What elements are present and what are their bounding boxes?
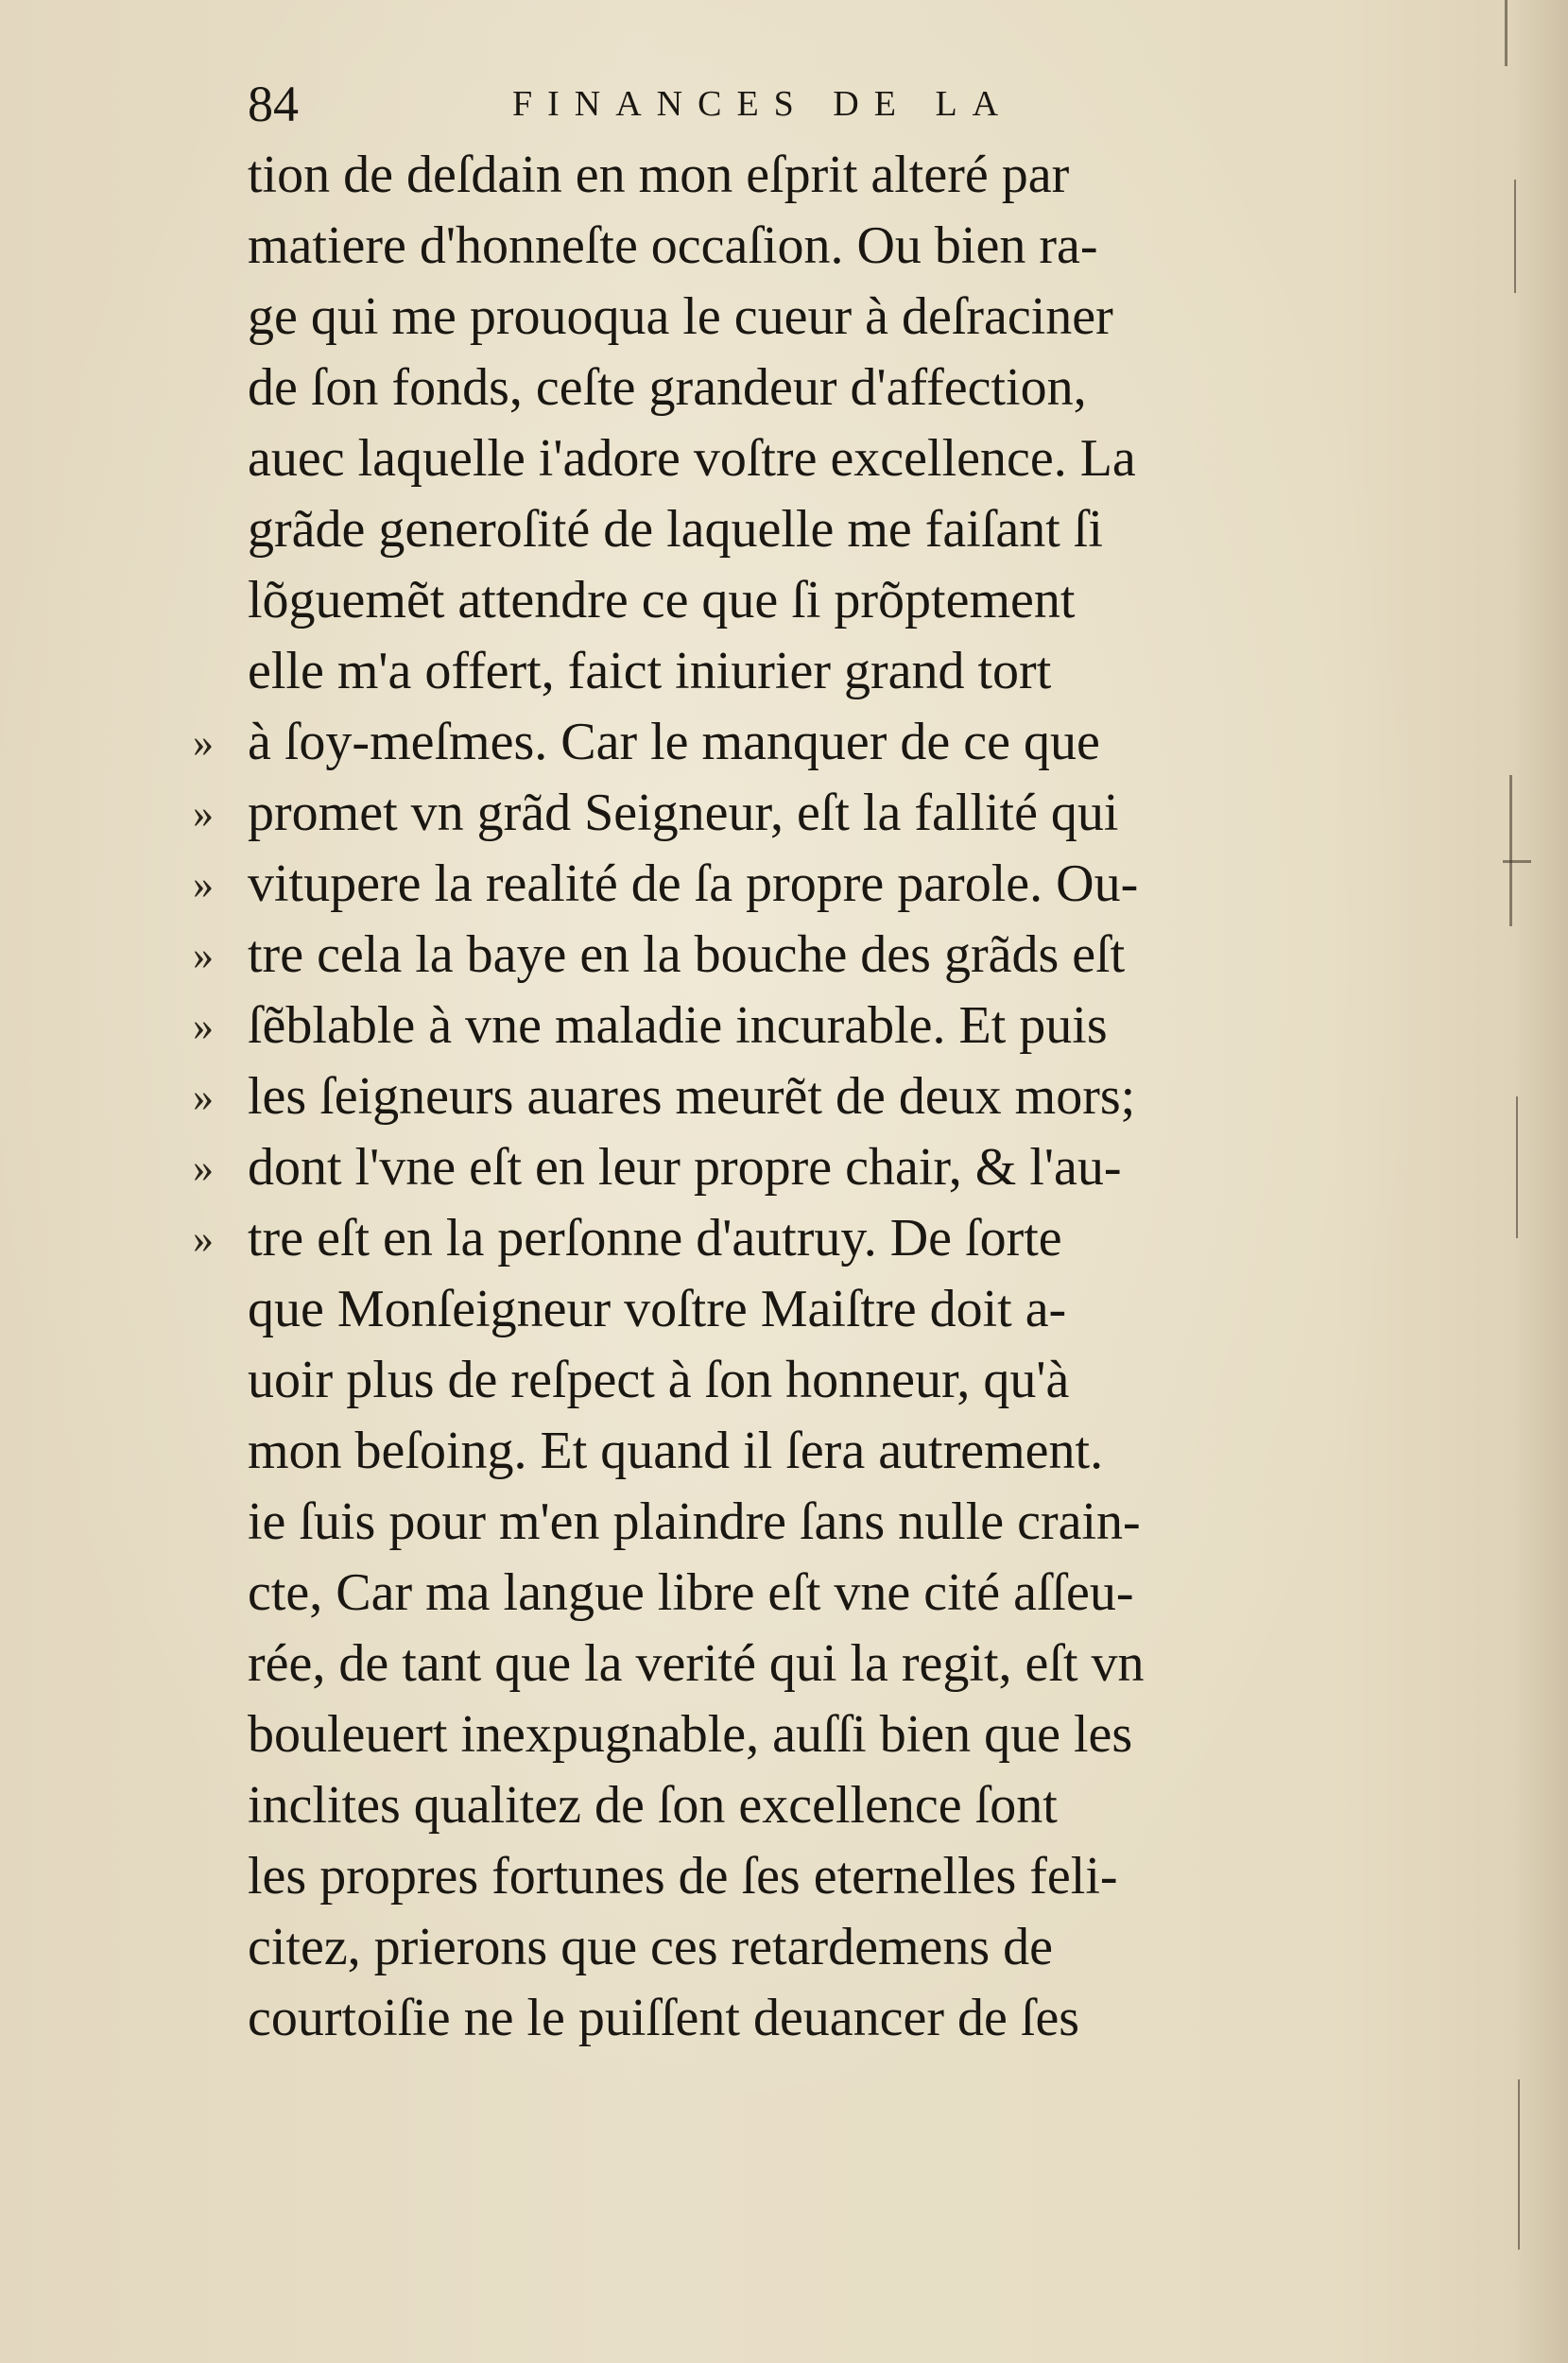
text-line-content: tre cela la baye en la bouche des grãds eſt bbox=[248, 925, 1126, 984]
text-line-quoted bbox=[193, 1132, 1363, 1203]
text-line-content: rée, de tant que la verité qui la regit, eſt vn bbox=[248, 1634, 1145, 1693]
text-line-content: uoir plus de reſpect à ſon honneur, qu'à bbox=[248, 1351, 1070, 1409]
running-head: FINANCES DE LA bbox=[512, 84, 1014, 124]
text-line-content: citez, prierons que ces retardemens de bbox=[248, 1918, 1054, 1976]
text-line bbox=[248, 1487, 1363, 1558]
text-line-content: les ſeigneurs auares meurẽt de deux mors; bbox=[248, 1067, 1136, 1126]
text-line bbox=[248, 1983, 1363, 2054]
page-header bbox=[248, 66, 1325, 142]
text-line-content: lõguemẽt attendre ce que ſi prõptement bbox=[248, 571, 1076, 630]
text-line bbox=[248, 1770, 1363, 1841]
text-line bbox=[248, 1345, 1363, 1416]
quote-marker: » bbox=[193, 790, 214, 837]
quote-marker: » bbox=[193, 1145, 214, 1191]
text-line-quoted bbox=[193, 849, 1363, 920]
text-line bbox=[248, 423, 1363, 494]
text-line-content: courtoiſie ne le puiſſent deuancer de ſes bbox=[248, 1989, 1080, 2047]
page-edge-mark bbox=[1516, 1096, 1518, 1238]
text-line bbox=[248, 1558, 1363, 1629]
text-line-content: promet vn grãd Seigneur, eſt la fallité qui bbox=[248, 784, 1119, 842]
text-line bbox=[248, 282, 1363, 353]
page-edge-mark bbox=[1503, 860, 1531, 863]
text-line-content: que Monſeigneur voſtre Maiſtre doit a- bbox=[248, 1280, 1067, 1338]
text-line-content: à ſoy-meſmes. Car le manquer de ce que bbox=[248, 713, 1100, 771]
page-number: 84 bbox=[248, 76, 299, 132]
text-line-content: ie ſuis pour m'en plaindre ſans nulle crain- bbox=[248, 1492, 1141, 1551]
page-edge-mark bbox=[1509, 775, 1512, 926]
text-line bbox=[248, 1841, 1363, 1912]
text-line bbox=[248, 1629, 1363, 1699]
text-line-content: vitupere la realité de ſa propre parole. Ou- bbox=[248, 854, 1139, 913]
quote-marker: » bbox=[193, 1003, 214, 1049]
text-line-content: auec laquelle i'adore voſtre excellence. La bbox=[248, 429, 1136, 488]
text-line-content: tre eſt en la perſonne d'autruy. De ſorte bbox=[248, 1209, 1062, 1268]
text-line-quoted bbox=[193, 707, 1363, 778]
text-line-content: inclites qualitez de ſon excellence ſont bbox=[248, 1776, 1058, 1835]
text-line-quoted bbox=[193, 920, 1363, 991]
page-edge-shadow bbox=[1511, 0, 1568, 2363]
text-line-content: dont l'vne eſt en leur propre chair, & l'au- bbox=[248, 1138, 1122, 1197]
text-line bbox=[248, 1912, 1363, 1983]
quote-marker: » bbox=[193, 719, 214, 766]
text-line bbox=[248, 636, 1363, 707]
body-text bbox=[193, 140, 1363, 2054]
text-line-quoted bbox=[193, 1203, 1363, 1274]
text-line-content: matiere d'honneſte occaſion. Ou bien ra- bbox=[248, 216, 1098, 275]
text-line-content: mon beſoing. Et quand il ſera autrement. bbox=[248, 1422, 1104, 1480]
quote-marker: » bbox=[193, 861, 214, 907]
text-line-content: ge qui me prouoqua le cueur à deſraciner bbox=[248, 287, 1113, 346]
quote-marker: » bbox=[193, 932, 214, 978]
text-line-content: cte, Car ma langue libre eſt vne cité aſſeu- bbox=[248, 1563, 1134, 1622]
text-line-content: bouleuert inexpugnable, auſſi bien que les bbox=[248, 1705, 1133, 1764]
text-line-quoted bbox=[193, 991, 1363, 1061]
page-edge-mark bbox=[1505, 0, 1508, 66]
text-line bbox=[248, 494, 1363, 565]
text-line-quoted bbox=[193, 1061, 1363, 1132]
text-line bbox=[248, 140, 1363, 211]
text-line-content: de ſon fonds, ceſte grandeur d'affection, bbox=[248, 358, 1087, 417]
quote-marker: » bbox=[193, 1074, 214, 1120]
text-line-content: ſẽblable à vne maladie incurable. Et puis bbox=[248, 996, 1108, 1055]
text-line-content: grãde generoſité de laquelle me faiſant ſi bbox=[248, 500, 1103, 559]
text-line-content: tion de deſdain en mon eſprit alteré par bbox=[248, 146, 1070, 204]
page-edge-mark bbox=[1514, 180, 1516, 293]
text-line-quoted bbox=[193, 778, 1363, 849]
page-edge-mark bbox=[1518, 2079, 1520, 2250]
text-line bbox=[248, 211, 1363, 282]
text-line bbox=[248, 1416, 1363, 1487]
text-line-content: les propres fortunes de ſes eternelles feli- bbox=[248, 1847, 1118, 1906]
text-line bbox=[248, 565, 1363, 636]
text-line bbox=[248, 1274, 1363, 1345]
text-line bbox=[248, 1699, 1363, 1770]
text-line bbox=[248, 353, 1363, 423]
text-line-content: elle m'a offert, faict iniurier grand tort bbox=[248, 642, 1052, 700]
quote-marker: » bbox=[193, 1216, 214, 1262]
